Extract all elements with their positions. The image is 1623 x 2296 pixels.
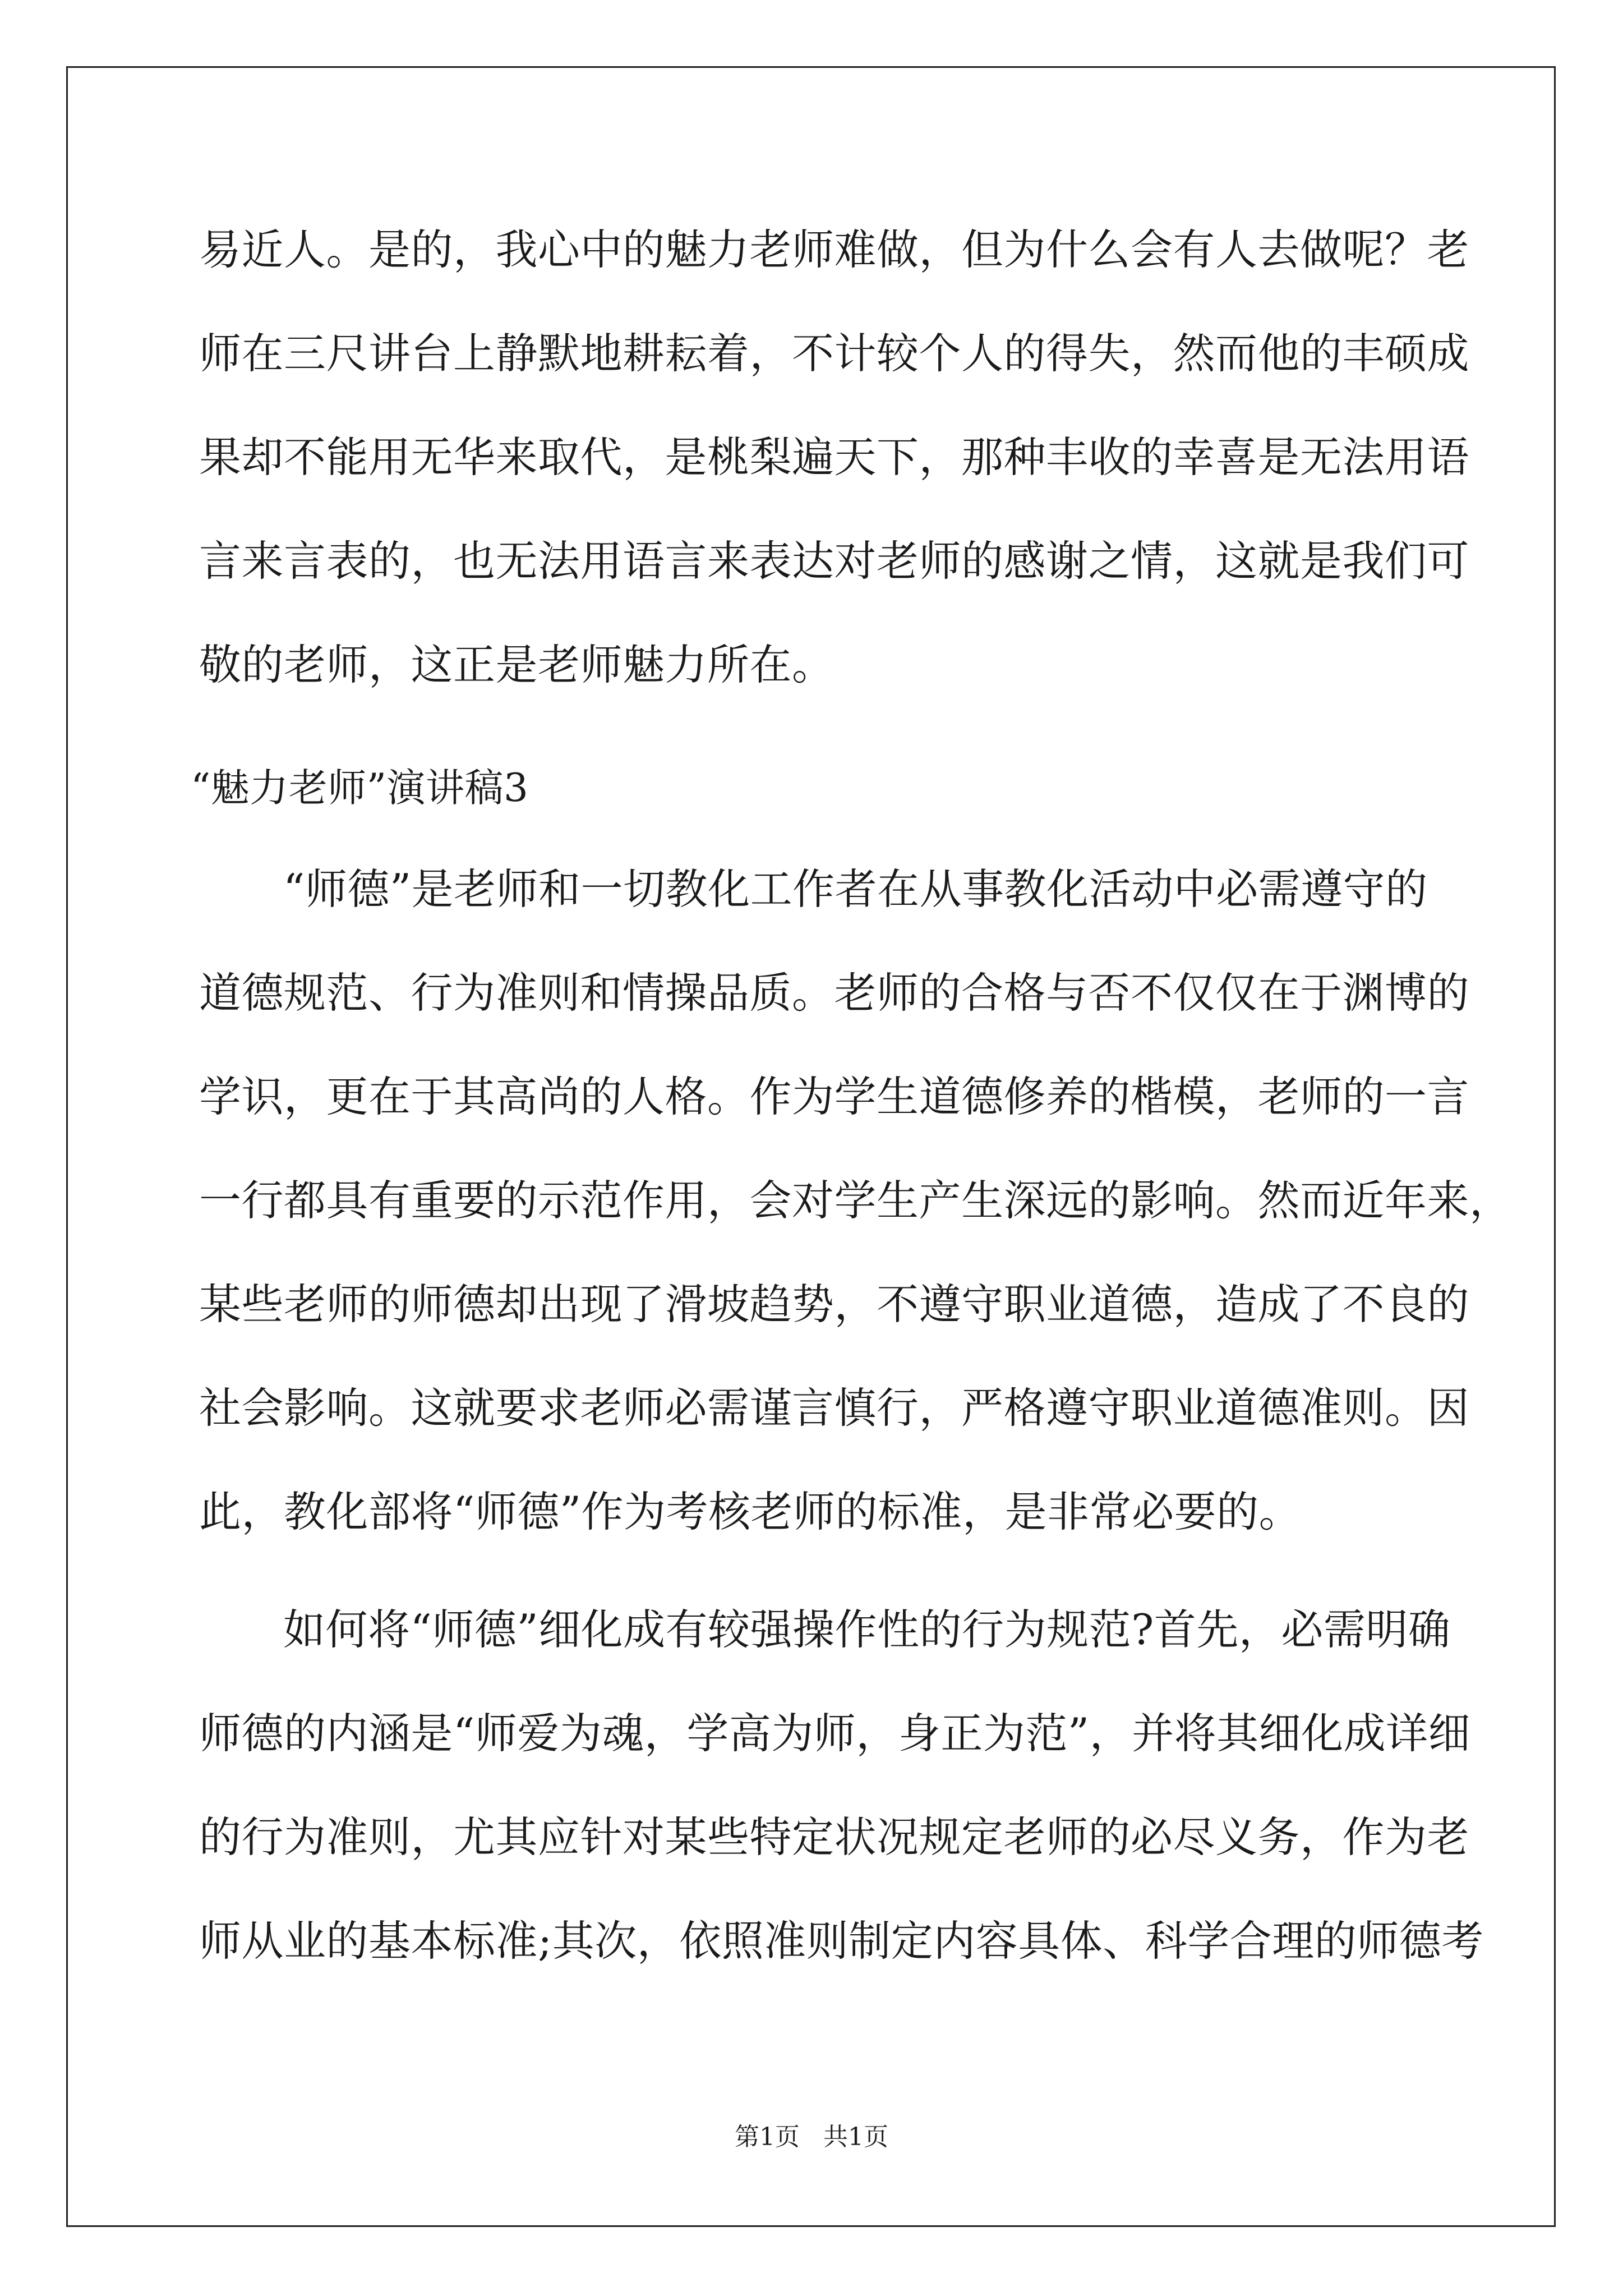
text-line: 师德的内涵是“师爱为魂，学高为师，身正为范”，并将其细化成详细: [199, 1709, 1471, 1758]
text-line: 果却不能用无华来取代，是桃梨遍天下，那种丰收的幸喜是无法用语: [199, 432, 1470, 482]
text-line: 师从业的基本标准;其次，依照准则制定内容具体、科学合理的师德考: [199, 1916, 1484, 1966]
text-line: 师在三尺讲台上静默地耕耘着，不计较个人的得失，然而他的丰硕成: [199, 329, 1470, 378]
text-line: 易近人。是的，我心中的魅力老师难做，但为什么会有人去做呢？老: [199, 225, 1470, 274]
text-line: 社会影响。这就要求老师必需谨言慎行，严格遵守职业道德准则。因: [199, 1383, 1470, 1433]
text-line: 言来言表的，也无法用语言来表达对老师的感谢之情，这就是我们可: [199, 536, 1470, 586]
text-line: “师德”是老师和一切教化工作者在从事教化活动中必需遵守的: [283, 864, 1428, 914]
text-line: 敬的老师，这正是老师魅力所在。: [199, 640, 834, 689]
text-line: 如何将“师德”细化成有较强操作性的行为规范?首先，必需明确: [283, 1605, 1451, 1654]
text-line: 学识，更在于其高尚的人格。作为学生道德修养的楷模，老师的一言: [199, 1072, 1470, 1121]
section-heading: “魅力老师”演讲稿3: [191, 766, 529, 811]
text-line: 某些老师的师德却出现了滑坡趋势，不遵守职业道德，造成了不良的: [199, 1280, 1470, 1329]
text-line: 道德规范、行为准则和情操品质。老师的合格与否不仅仅在于渊博的: [199, 968, 1470, 1018]
text-line: 此，教化部将“师德”作为考核老师的标准，是非常必要的。: [199, 1487, 1302, 1536]
text-line: 一行都具有重要的示范作用，会对学生产生深远的影响。然而近年来，: [199, 1176, 1512, 1225]
text-line: 的行为准则，尤其应针对某些特定状况规定老师的必尽义务，作为老: [199, 1812, 1470, 1862]
page-border: [66, 66, 1556, 2227]
page-number-footer: 第1页 共1页: [735, 2123, 888, 2151]
